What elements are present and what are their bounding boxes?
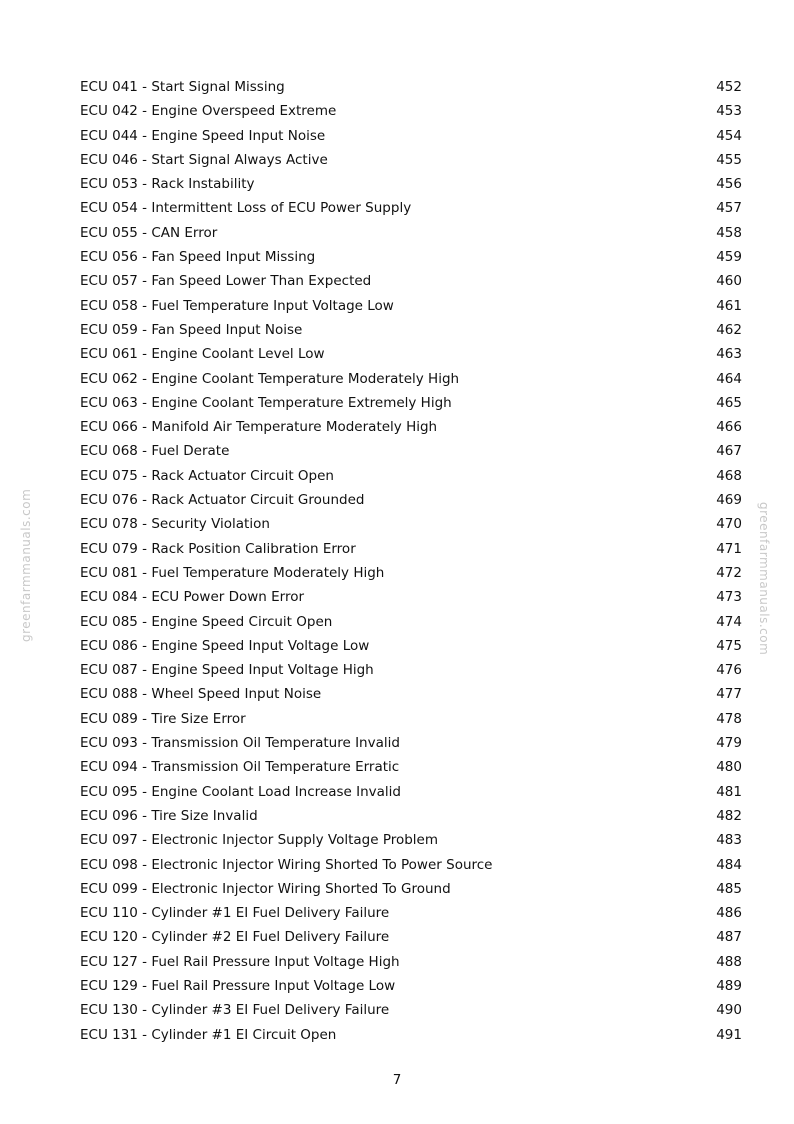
toc-entry[interactable] [80,828,742,852]
toc-entry-title: ECU 098 - Electronic Injector Wiring Shorted To Power Source [80,856,493,873]
toc-entry-title: ECU 089 - Tire Size Error [80,710,246,727]
toc-entry-page: 478 [716,710,742,727]
toc-entry-title: ECU 061 - Engine Coolant Level Low [80,346,325,363]
toc-entry-title: ECU 079 - Rack Position Calibration Error [80,540,356,557]
toc-entry-title: ECU 076 - Rack Actuator Circuit Grounded [80,492,365,509]
toc-entry-title: ECU 066 - Manifold Air Temperature Moderately High [80,419,438,436]
toc-entry-page: 464 [716,370,742,387]
toc-entry-title: ECU 129 - Fuel Rail Pressure Input Voltage Low [80,977,396,994]
toc-entry[interactable] [80,658,742,682]
toc-entry-page: 481 [716,783,742,800]
toc-entry-page: 454 [716,127,742,144]
toc-entry[interactable] [80,901,742,925]
toc-entry[interactable] [80,269,742,293]
toc-entry[interactable] [80,634,742,658]
toc-entry-page: 484 [716,856,742,873]
toc-entry-page: 477 [716,686,742,703]
toc-entry-title: ECU 095 - Engine Coolant Load Increase Invalid [80,783,401,800]
toc-entry-title: ECU 062 - Engine Coolant Temperature Moderately High [80,370,460,387]
toc-entry[interactable] [80,512,742,536]
toc-entry-page: 471 [716,540,742,557]
toc-entry-title: ECU 055 - CAN Error [80,224,218,241]
toc-entry[interactable] [80,221,742,245]
toc-entry-title: ECU 088 - Wheel Speed Input Noise [80,686,322,703]
toc-entry-title: ECU 110 - Cylinder #1 EI Fuel Delivery Failure [80,905,390,922]
toc-entry[interactable] [80,148,742,172]
toc-entry-title: ECU 081 - Fuel Temperature Moderately High [80,564,385,581]
toc-entry-page: 480 [716,759,742,776]
toc-entry-title: ECU 075 - Rack Actuator Circuit Open [80,467,334,484]
toc-entry-title: ECU 096 - Tire Size Invalid [80,807,258,824]
toc-entry[interactable] [80,124,742,148]
toc-entry-page: 466 [716,419,742,436]
toc-entry[interactable] [80,488,742,512]
toc-entry-title: ECU 099 - Electronic Injector Wiring Shorted To Ground [80,880,451,897]
toc-entry-title: ECU 063 - Engine Coolant Temperature Extremely High [80,394,452,411]
toc-entry[interactable] [80,464,742,488]
toc-entry-title: ECU 127 - Fuel Rail Pressure Input Voltage High [80,953,400,970]
toc-entry-page: 490 [716,1002,742,1019]
toc-entry-title: ECU 093 - Transmission Oil Temperature Invalid [80,735,400,752]
toc-entry[interactable] [80,853,742,877]
toc-entry-page: 467 [716,443,742,460]
watermark-left: greenfarmmanuals.com [19,488,33,642]
toc-entry-page: 462 [716,321,742,338]
toc-entry[interactable] [80,415,742,439]
toc-entry-title: ECU 068 - Fuel Derate [80,443,230,460]
toc-entry-page: 455 [716,151,742,168]
toc-entry[interactable] [80,172,742,196]
toc-entry-title: ECU 056 - Fan Speed Input Missing [80,249,316,266]
toc-entry[interactable] [80,294,742,318]
toc-entry[interactable] [80,561,742,585]
toc-entry[interactable] [80,367,742,391]
toc-entry-title: ECU 130 - Cylinder #3 EI Fuel Delivery Failure [80,1002,390,1019]
toc-entry-page: 459 [716,249,742,266]
toc-entry[interactable] [80,731,742,755]
toc-entry-page: 476 [716,662,742,679]
toc-entry[interactable] [80,925,742,949]
toc-entry-page: 465 [716,394,742,411]
toc-entry-title: ECU 042 - Engine Overspeed Extreme [80,103,337,120]
toc-entry-page: 485 [716,880,742,897]
page-number: 7 [392,1072,402,1088]
toc-entry-page: 487 [716,929,742,946]
toc-entry-title: ECU 058 - Fuel Temperature Input Voltage Low [80,297,394,314]
toc-entry[interactable] [80,439,742,463]
toc-entry-page: 460 [716,273,742,290]
toc-entry-page: 473 [716,589,742,606]
toc-entry-page: 483 [716,832,742,849]
toc-entry[interactable] [80,537,742,561]
toc-entry[interactable] [80,342,742,366]
toc-entry-title: ECU 059 - Fan Speed Input Noise [80,321,303,338]
toc-entry[interactable] [80,610,742,634]
toc-entry-title: ECU 094 - Transmission Oil Temperature Erratic [80,759,400,776]
toc-entry-page: 475 [716,637,742,654]
toc-entry-title: ECU 086 - Engine Speed Input Voltage Low [80,637,370,654]
toc-entry[interactable] [80,974,742,998]
toc-entry-page: 491 [716,1026,742,1043]
toc-entry-title: ECU 131 - Cylinder #1 EI Circuit Open [80,1026,337,1043]
toc-entry-title: ECU 120 - Cylinder #2 EI Fuel Delivery Failure [80,929,390,946]
toc-entry-title: ECU 078 - Security Violation [80,516,270,533]
toc-entry-page: 479 [716,735,742,752]
toc-entry[interactable] [80,245,742,269]
toc-entry[interactable] [80,707,742,731]
toc-entry-title: ECU 097 - Electronic Injector Supply Voltage Problem [80,832,439,849]
toc-entry-title: ECU 044 - Engine Speed Input Noise [80,127,326,144]
toc-entry-page: 472 [716,564,742,581]
toc-entry-page: 486 [716,905,742,922]
toc-entry[interactable] [80,950,742,974]
toc-entry-page: 468 [716,467,742,484]
toc-entry-title: ECU 054 - Intermittent Loss of ECU Power Supply [80,200,412,217]
toc-entry[interactable] [80,75,742,99]
toc-entry-title: ECU 087 - Engine Speed Input Voltage High [80,662,374,679]
toc-entry-title: ECU 057 - Fan Speed Lower Than Expected [80,273,372,290]
toc-entry-page: 457 [716,200,742,217]
watermark-right: greenfarmmanuals.com [757,502,771,656]
toc-entry-page: 470 [716,516,742,533]
toc-entry-page: 463 [716,346,742,363]
toc-entry[interactable] [80,780,742,804]
toc-entry-page: 474 [716,613,742,630]
toc-entry[interactable] [80,318,742,342]
toc-entry-page: 452 [716,79,742,95]
toc-entry[interactable] [80,99,742,123]
toc-entry[interactable] [80,998,742,1022]
toc-entry-page: 488 [716,953,742,970]
toc-entry-title: ECU 085 - Engine Speed Circuit Open [80,613,333,630]
toc-entry-page: 461 [716,297,742,314]
toc-entry-page: 482 [716,807,742,824]
toc-entry-title: ECU 084 - ECU Power Down Error [80,589,305,606]
toc-entry-page: 469 [716,492,742,509]
toc-entry-page: 489 [716,977,742,994]
toc-entry-title: ECU 053 - Rack Instability [80,176,255,193]
toc-entry[interactable] [80,585,742,609]
toc-entry[interactable] [80,391,742,415]
toc-entry[interactable] [80,755,742,779]
toc-entry[interactable] [80,1023,742,1047]
toc-entry-title: ECU 046 - Start Signal Always Active [80,151,328,168]
toc-entry-title: ECU 041 - Start Signal Missing [80,79,285,95]
toc-entry-page: 453 [716,103,742,120]
toc-entry[interactable] [80,877,742,901]
toc-entry-page: 458 [716,224,742,241]
toc-entry-page: 456 [716,176,742,193]
toc-entry[interactable] [80,804,742,828]
toc-entry[interactable] [80,196,742,220]
table-of-contents [80,75,742,1047]
toc-entry[interactable] [80,682,742,706]
